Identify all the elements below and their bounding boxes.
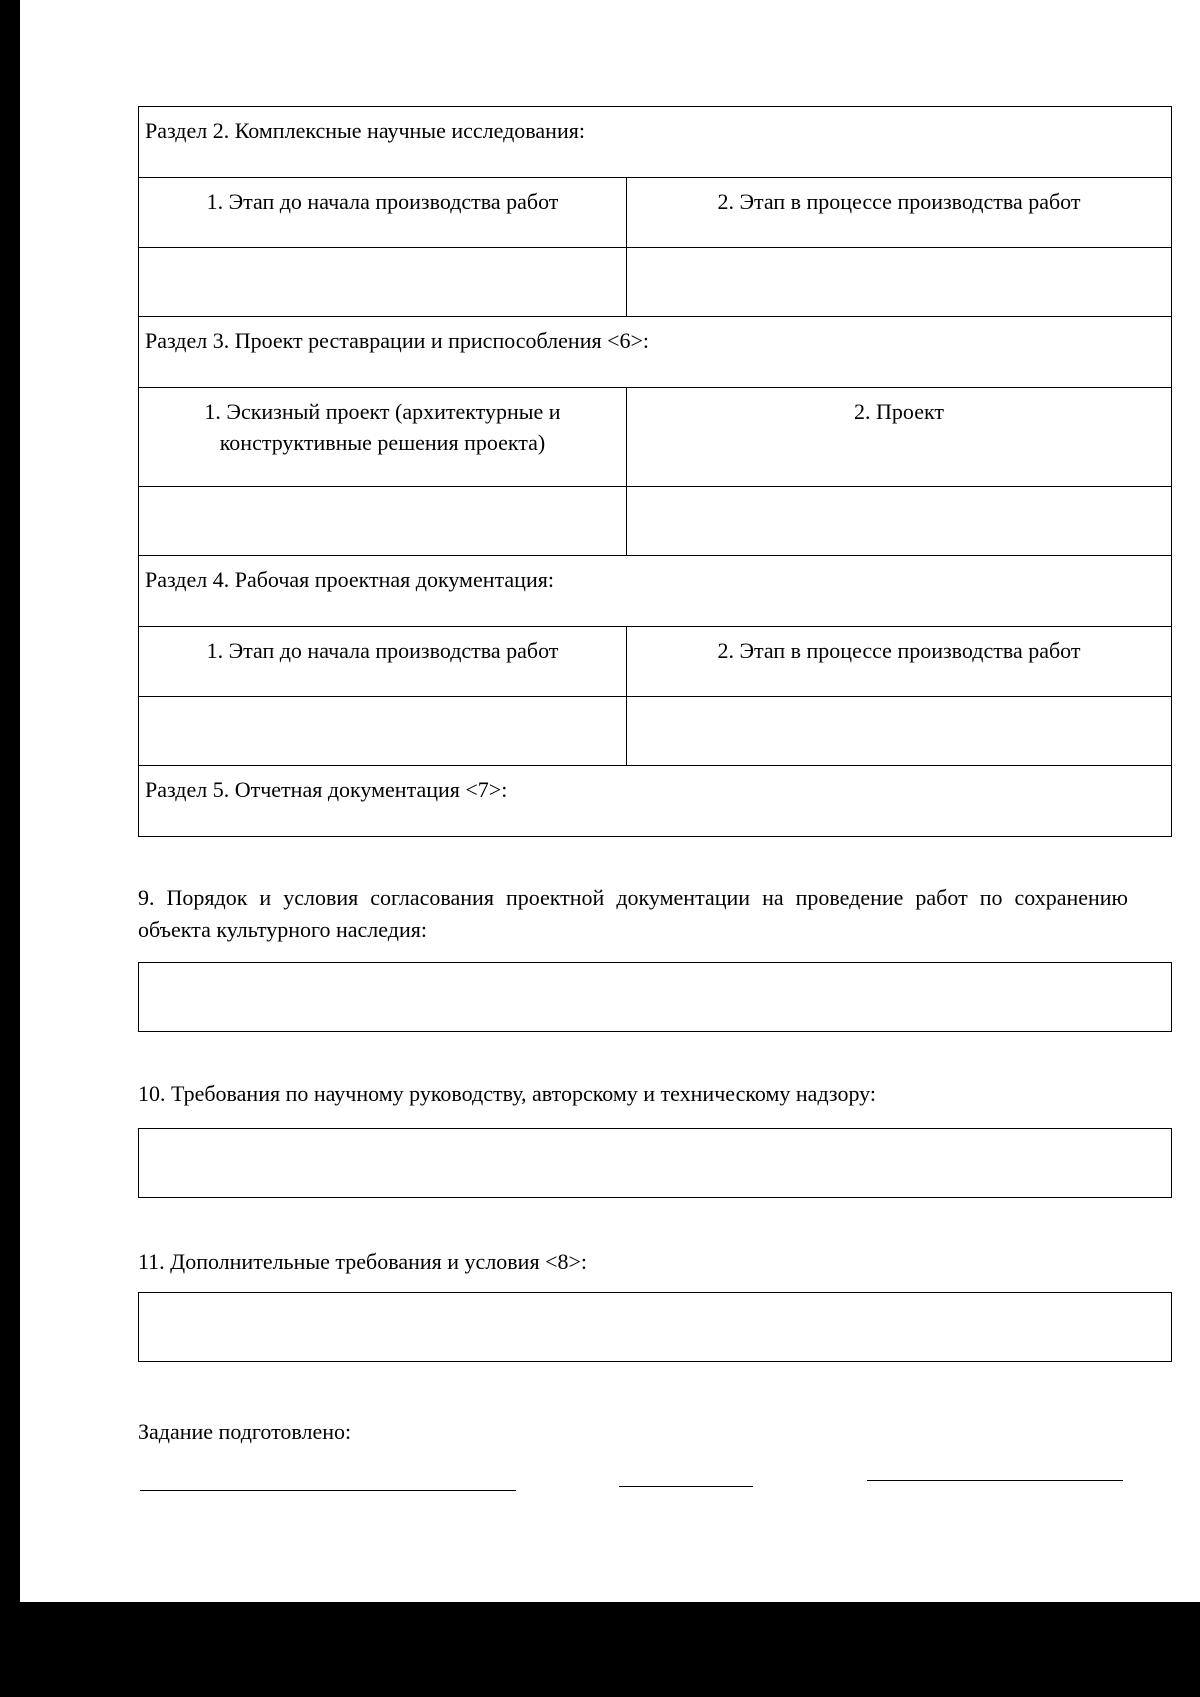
section-2-col2-cell[interactable] <box>627 248 1172 317</box>
prepared-label: Задание подготовлено: <box>138 1419 352 1444</box>
item-9-input-box[interactable] <box>138 962 1172 1032</box>
requirements-table <box>138 106 1172 837</box>
item-11-input-box[interactable] <box>138 1292 1172 1362</box>
section-3-title: Раздел 3. Проект реставрации и приспособления <6>: <box>139 317 1172 388</box>
section-4-col2-cell[interactable] <box>627 697 1172 766</box>
section-3-col2-cell[interactable] <box>627 487 1172 556</box>
section-4-col1-header: 1. Этап до начала производства работ <box>139 627 627 697</box>
item-10-text: 10. Требования по научному руководству, авторскому и техническому надзору: <box>138 1081 876 1106</box>
signature-line-date[interactable] <box>867 1480 1123 1481</box>
section-3-col1-header: 1. Эскизный проект (архитектурные и конструктивные решения проекта) <box>139 388 627 487</box>
section-2-col1-cell[interactable] <box>139 248 627 317</box>
signature-line-name[interactable] <box>140 1490 516 1491</box>
section-5-title: Раздел 5. Отчетная документация <7>: <box>139 766 1172 837</box>
signature-line-signature[interactable] <box>619 1486 753 1487</box>
scan-border-bottom <box>0 1602 1200 1697</box>
scan-border-left <box>0 0 20 1697</box>
item-11-text: 11. Дополнительные требования и условия <8>: <box>138 1249 588 1274</box>
section-4-title: Раздел 4. Рабочая проектная документация: <box>139 556 1172 627</box>
section-2-title: Раздел 2. Комплексные научные исследования: <box>139 107 1172 178</box>
section-4-col2-header: 2. Этап в процессе производства работ <box>627 627 1172 697</box>
item-10-input-box[interactable] <box>138 1128 1172 1198</box>
section-2-col2-header: 2. Этап в процессе производства работ <box>627 178 1172 248</box>
item-9-text: 9. Порядок и условия согласования проектной документации на проведение работ по сохранению объекта культурного наследия: <box>138 885 1128 942</box>
section-4-col1-cell[interactable] <box>139 697 627 766</box>
section-3-col1-cell[interactable] <box>139 487 627 556</box>
section-3-col2-header: 2. Проект <box>627 388 1172 487</box>
section-2-col1-header: 1. Этап до начала производства работ <box>139 178 627 248</box>
